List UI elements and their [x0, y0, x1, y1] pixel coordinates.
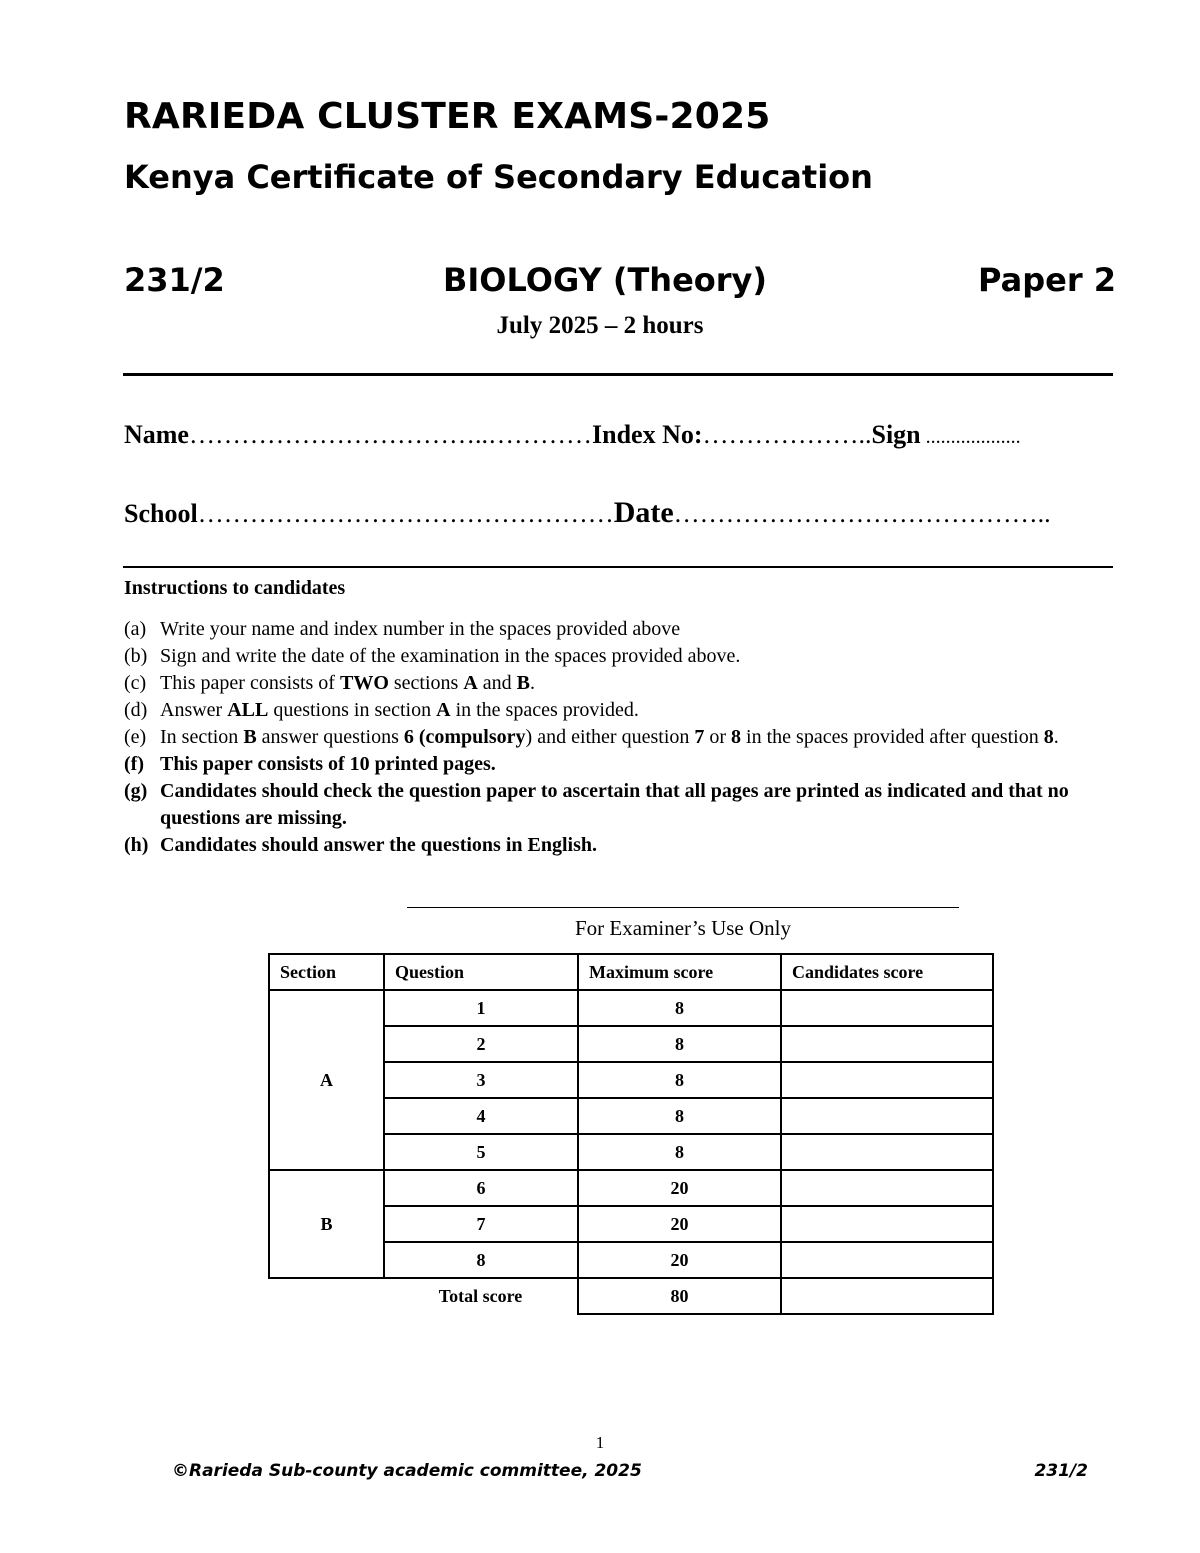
total-label: Total score — [438, 1286, 523, 1306]
instruction-text: 8 — [1043, 726, 1054, 748]
paper-number: Paper 2 — [978, 261, 1116, 299]
instruction-text: sections — [388, 672, 464, 694]
instruction-marker: (a) — [124, 618, 147, 640]
col-header-section: Section — [269, 954, 384, 990]
max-score-cell: 20 — [578, 1206, 781, 1242]
instruction-text: A — [463, 672, 478, 694]
question-cell: 5 — [384, 1134, 578, 1170]
section-cell: A — [269, 990, 384, 1170]
instruction-text: . — [1053, 726, 1059, 748]
candidate-score-cell[interactable] — [781, 1242, 993, 1278]
max-score-cell: 20 — [578, 1242, 781, 1278]
page-number: 1 — [595, 1433, 605, 1452]
paper-code: 231/2 — [124, 261, 225, 299]
table-row — [269, 1170, 993, 1206]
instruction-marker: (f) — [124, 753, 144, 775]
instruction-text: A — [436, 699, 451, 721]
exam-title: RARIEDA CLUSTER EXAMS-2025 — [124, 96, 771, 137]
instruction-marker: (h) — [124, 834, 149, 856]
subject-title: BIOLOGY (Theory) — [443, 261, 768, 299]
date-field[interactable]: …………………………………….. — [673, 499, 1051, 528]
index-field[interactable]: ……………….. — [702, 420, 872, 449]
candidate-score-cell[interactable] — [781, 1026, 993, 1062]
instruction-text: TWO — [339, 672, 389, 694]
instruction-text: ALL — [227, 699, 269, 721]
exam-date-duration: July 2025 – 2 hours — [496, 312, 704, 339]
max-score-cell: 8 — [578, 1134, 781, 1170]
col-header-max-score: Maximum score — [578, 954, 781, 990]
candidate-score-cell[interactable] — [781, 1134, 993, 1170]
sign-field[interactable]: ................... — [920, 426, 1021, 448]
section-cell: B — [269, 1170, 384, 1278]
question-cell: 7 — [384, 1206, 578, 1242]
school-label: School — [124, 499, 198, 528]
candidate-info-row-2 — [124, 496, 1114, 530]
instruction-item — [124, 778, 1114, 832]
question-cell: 6 — [384, 1170, 578, 1206]
question-cell: 3 — [384, 1062, 578, 1098]
instruction-marker: (c) — [124, 672, 147, 694]
max-score-cell: 8 — [578, 990, 781, 1026]
instruction-text: B — [243, 726, 257, 748]
instruction-text: in the spaces provided after question — [741, 726, 1044, 748]
score-table-header — [269, 954, 993, 990]
instruction-item — [124, 616, 1114, 643]
instructions-list — [124, 616, 1114, 859]
instruction-marker: (d) — [124, 699, 148, 721]
instruction-text: ) and either question — [525, 726, 695, 748]
instruction-item — [124, 697, 1114, 724]
exam-subtitle: Kenya Certificate of Secondary Education — [124, 158, 873, 196]
instruction-item — [124, 724, 1114, 751]
examiner-heading: For Examiner’s Use Only — [575, 916, 791, 940]
question-cell: 1 — [384, 990, 578, 1026]
instruction-text: Write your name and index number in the spaces provided above — [160, 618, 681, 640]
col-header-candidate-score: Candidates score — [781, 954, 993, 990]
instruction-marker: (b) — [124, 645, 148, 667]
name-label: Name — [124, 420, 189, 449]
instruction-item — [124, 751, 1114, 778]
candidate-score-cell[interactable] — [781, 1170, 993, 1206]
instruction-item — [124, 643, 1114, 670]
instruction-text: in the spaces provided. — [450, 699, 639, 721]
instruction-text: questions in section — [268, 699, 437, 721]
question-cell: 2 — [384, 1026, 578, 1062]
instruction-item — [124, 670, 1114, 697]
instruction-text: . — [530, 672, 536, 694]
max-score-cell: 8 — [578, 1062, 781, 1098]
instruction-text: 8 — [731, 726, 742, 748]
instruction-item — [124, 832, 1114, 859]
instruction-text: 6 (compulsory — [403, 726, 526, 748]
instruction-text: Candidates should answer the questions in English. — [160, 834, 597, 856]
instruction-text: answer questions — [256, 726, 404, 748]
instruction-text: and — [477, 672, 517, 694]
instruction-marker: (e) — [124, 726, 147, 748]
candidate-score-cell[interactable] — [781, 1098, 993, 1134]
instruction-text: Answer — [160, 699, 228, 721]
instruction-text: or — [704, 726, 732, 748]
instruction-text: 7 — [694, 726, 705, 748]
max-score-cell: 20 — [578, 1170, 781, 1206]
col-header-question: Question — [384, 954, 578, 990]
candidate-info-row-1 — [124, 420, 1114, 450]
examiner-divider — [407, 907, 959, 908]
info-divider — [123, 566, 1113, 568]
index-label: Index No: — [591, 420, 703, 449]
candidate-score-cell[interactable] — [781, 990, 993, 1026]
footer-code: 231/2 — [1034, 1461, 1088, 1481]
footer-copyright: ©Rarieda Sub-county academic committee, 2025 — [172, 1461, 642, 1481]
sign-label: Sign — [871, 420, 921, 449]
instruction-text: B — [516, 672, 531, 694]
candidate-score-cell[interactable] — [781, 1062, 993, 1098]
max-score-cell: 8 — [578, 1026, 781, 1062]
instructions-heading: Instructions to candidates — [124, 577, 346, 599]
instruction-text: This paper consists of 10 printed pages. — [160, 753, 496, 775]
name-field[interactable]: ……………………………..………… — [188, 420, 592, 449]
candidate-score-cell[interactable] — [781, 1206, 993, 1242]
total-row — [269, 1278, 993, 1314]
empty-cell — [269, 1278, 384, 1314]
school-field[interactable]: ………………………………………… — [197, 499, 614, 528]
header-divider — [123, 373, 1113, 376]
table-row — [269, 990, 993, 1026]
max-score-cell: 8 — [578, 1098, 781, 1134]
total-candidate-score[interactable] — [781, 1278, 993, 1314]
date-label: Date — [613, 496, 674, 529]
score-table — [268, 953, 994, 1315]
instruction-text: Sign and write the date of the examination in the spaces provided above. — [160, 645, 741, 667]
instruction-text: This paper consists of — [160, 672, 340, 694]
total-max-score: 80 — [578, 1278, 781, 1314]
instruction-marker: (g) — [124, 780, 148, 802]
instruction-text: In section — [160, 726, 244, 748]
instruction-text: Candidates should check the question paper to ascertain that all pages are printed as indicated and that no questions are missing. — [160, 780, 1069, 829]
question-cell: 4 — [384, 1098, 578, 1134]
question-cell: 8 — [384, 1242, 578, 1278]
